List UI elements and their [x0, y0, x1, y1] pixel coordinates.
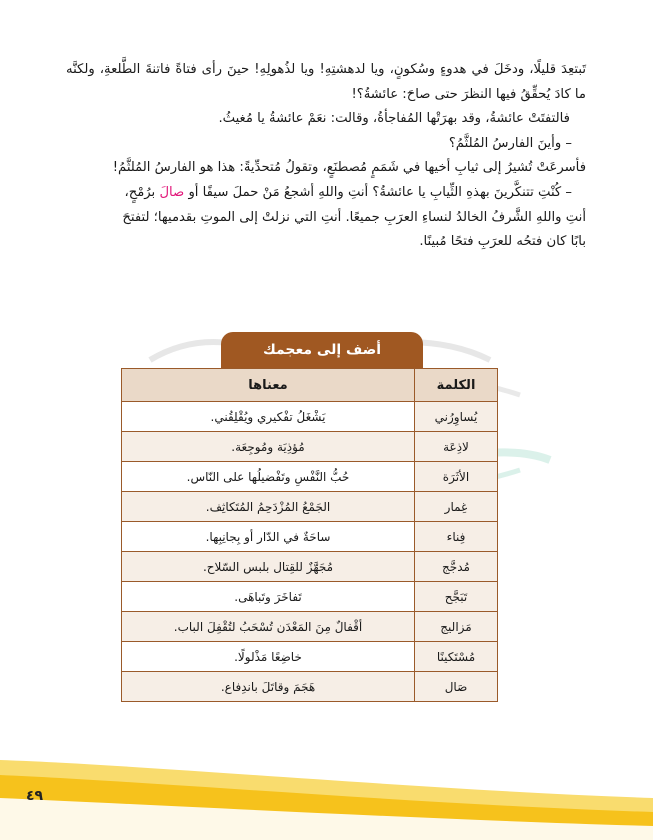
- page-number: ٤٩: [26, 788, 44, 804]
- vocab-word: الأثَرَة: [415, 462, 498, 492]
- story-text-segment: – كُنْتِ تتنكَّرينَ بهذهِ الثِّيابِ يا عائشةُ؟ أنتِ واللهِ أشجعُ مَنْ حملَ سيفًا أو: [184, 184, 572, 200]
- vocab-word: يُساوِرُني: [415, 402, 498, 432]
- vocab-word: تَبَجَّح: [415, 582, 498, 612]
- story-paragraph: – وأينَ الفارسُ المُلثَّمُ؟: [448, 135, 572, 151]
- table-row: [122, 552, 498, 582]
- vocab-word: مَزاليج: [415, 612, 498, 642]
- vocab-word: مُسْتَكينًا: [415, 642, 498, 672]
- story-paragraph: تَبتعِدَ قليلًا، ودخَلَ في هدوءٍ وسُكونٍ، ويا لدهشتِهِ! ويا لذُهولِهِ! حينَ رأى فتاةً فاتنةَ الطَّلعةِ، ولكنَّه ما كادَ يُحقِّقُ فيها النظرَ حتى صاحَ: عائشةُ؟!: [66, 62, 586, 102]
- vocab-meaning: الجَمْعُ المُزْدَحِمُ المُتَكاثِف.: [122, 492, 415, 522]
- vocab-meaning: مُجَهَّزٌ للقِتال بلبس السّلاح.: [122, 552, 415, 582]
- vocab-word: مُدجَّج: [415, 552, 498, 582]
- vocab-meaning: حُبُّ النَّفْسِ وتَفْضيلُها على النّاس.: [122, 462, 415, 492]
- vocab-word: غِمار: [415, 492, 498, 522]
- vocab-meaning: خاضِعًا مَذْلولًا.: [122, 642, 415, 672]
- table-row: [122, 462, 498, 492]
- vocab-meaning: ساحَةٌ في الدّار أو بِجانِبِها.: [122, 522, 415, 552]
- highlighted-word: صالَ: [159, 184, 185, 200]
- table-row: [122, 612, 498, 642]
- table-row: [122, 582, 498, 612]
- table-row: [122, 522, 498, 552]
- vocab-meaning: تَفاخَرَ وتَباهَى.: [122, 582, 415, 612]
- table-row: [122, 492, 498, 522]
- story-paragraph: [66, 181, 586, 206]
- story-text: [66, 58, 586, 255]
- dictionary-title: أضف إلى معجمك: [221, 332, 423, 370]
- vocabulary-table: [121, 368, 498, 702]
- vocab-meaning: مُؤذِيَة ومُوجِعَة.: [122, 432, 415, 462]
- table-row: [122, 642, 498, 672]
- story-text-segment: برُمْحٍ،: [124, 184, 160, 200]
- vocab-word: صَال: [415, 672, 498, 702]
- column-header-word: الكلمة: [415, 369, 498, 402]
- story-paragraph: أنتِ واللهِ الشَّرفُ الخالدُ لنساءِ العرَبِ جميعًا. أنتِ التي نزلتْ إلى الموتِ بقدميها؛ لتفتحَ: [122, 209, 586, 225]
- table-row: [122, 432, 498, 462]
- table-row: [122, 672, 498, 702]
- vocab-word: فِناء: [415, 522, 498, 552]
- story-paragraph: بابًا كان فتحُه للعرَبِ فتحًا مُبينًا.: [419, 234, 586, 250]
- table-header-row: [122, 369, 498, 402]
- vocab-meaning: هَجَمَ وقاتَلَ باندِفاع.: [122, 672, 415, 702]
- story-paragraph: فالتفتَتْ عائشةُ، وقد بهرَتْها المُفاجأةُ، وقالت: نعَمْ عائشةُ يا مُغيثُ.: [218, 111, 570, 127]
- story-paragraph: فأسرعَتْ تُشيرُ إلى ثيابِ أخيها في شَمَمٍ مُصطنَعٍ، وتقولُ مُتحدِّيةً: هذا هو الفارسُ المُلثَّمُ!: [112, 160, 586, 176]
- table-row: [122, 402, 498, 432]
- vocab-meaning: يَشْغَلُ تفْكيري ويُقْلِقُني.: [122, 402, 415, 432]
- vocab-word: لاذِعَة: [415, 432, 498, 462]
- vocab-meaning: أقْفالٌ مِنَ المَعْدَن تُسْحَبُ لتُقْفِلَ الباب.: [122, 612, 415, 642]
- decorative-wave: [0, 720, 653, 840]
- column-header-meaning: معناها: [122, 369, 415, 402]
